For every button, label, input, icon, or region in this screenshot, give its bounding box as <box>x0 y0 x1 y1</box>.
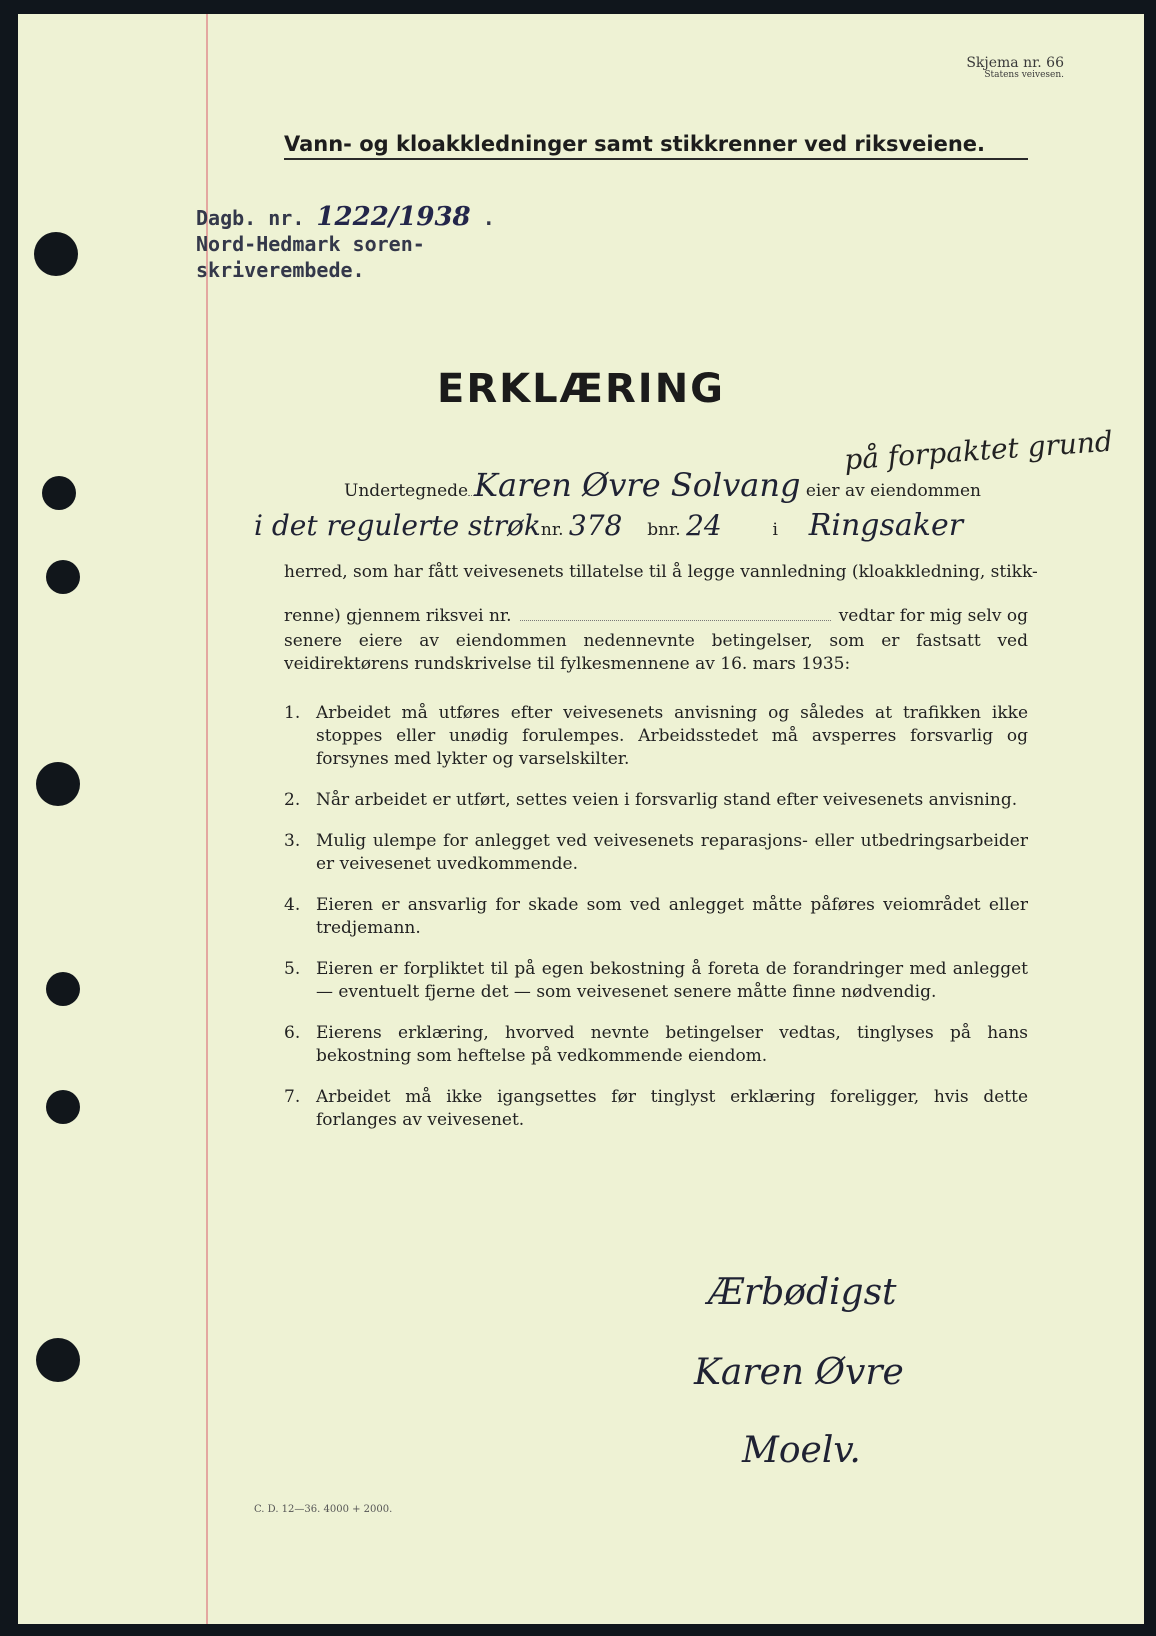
condition-text: Eieren er ansvarlig for skade som ved anlegget måtte påføres veiområdet eller tredjemann. <box>316 895 1028 938</box>
gnr-value: 378 <box>568 509 623 542</box>
insert-note: på forpaktet grund <box>843 424 1114 477</box>
condition-number: 4. <box>284 895 301 915</box>
undersigned-line <box>344 466 981 504</box>
punch-hole <box>36 1338 80 1382</box>
form-issuer: Statens veivesen. <box>984 70 1064 81</box>
dagb-number: 1222/1938 <box>316 202 471 232</box>
bnr-value: 24 <box>686 509 722 542</box>
punch-hole <box>34 232 78 276</box>
in-label: i <box>772 520 778 540</box>
condition-text: Eierens erklæring, hvorved nevnte betingelser vedtas, tinglyses på hans bekostning som heftelse på vedkommende eiendom. <box>316 1023 1028 1066</box>
condition-item <box>284 1022 1028 1068</box>
undersigned-name: Karen Øvre Solvang <box>474 466 801 504</box>
agree-label: vedtar for mig selv og <box>838 606 1028 626</box>
condition-text: Eieren er forpliktet til på egen bekostning å foreta de forandringer med anlegget — eventuelt fjerne det — som veivesenet senere måtte finne nødvendig. <box>316 959 1028 1002</box>
punch-hole <box>46 560 80 594</box>
condition-number: 2. <box>284 790 301 810</box>
form-number-label: Skjema nr. 66 <box>966 55 1064 71</box>
signature-closing: Ærbødigst <box>708 1272 897 1313</box>
road-label: renne) gjennem riksvei nr. <box>284 606 512 626</box>
condition-item <box>284 789 1028 812</box>
punch-hole <box>46 972 80 1006</box>
dagb-label: Dagb. nr. <box>196 206 305 230</box>
punch-hole <box>46 1090 80 1124</box>
declaration-paragraph: senere eiere av eiendommen nedennevnte betingelser, som er fastsatt ved veidirektørens rundskrivelse til fylkesmennene av 16. mars 1935: <box>284 631 1028 674</box>
owner-label: eier av eiendommen <box>805 481 981 501</box>
condition-item <box>284 1086 1028 1132</box>
document-title: ERKLÆRING <box>437 366 725 412</box>
condition-text: Arbeidet må ikke igangsettes før tinglyst erklæring foreligger, hvis dette forlanges av veivesenet. <box>316 1087 1028 1130</box>
document-page <box>18 14 1144 1624</box>
municipality: Ringsaker <box>808 508 964 543</box>
condition-text: Mulig ulempe for anlegget ved veivesenets reparasjons- eller utbedringsarbeider er veivesenet uvedkommende. <box>316 831 1028 874</box>
declaration-line-4 <box>284 606 1028 626</box>
location-prefix: i det regulerte strøk <box>254 509 541 542</box>
property-line <box>254 508 963 543</box>
page-heading: Vann- og kloakkledninger samt stikkrenner ved riksveiene. <box>284 132 1028 160</box>
condition-item <box>284 894 1028 940</box>
condition-number: 7. <box>284 1087 301 1107</box>
condition-text: Arbeidet må utføres efter veivesenets anvisning og således at trafikken ikke stoppes eller unødig forulempes. Arbeidsstedet må avsperres forsvarlig og forsynes med lykter og varselskilter. <box>316 703 1028 769</box>
undersigned-label: Undertegnede <box>344 481 469 501</box>
road-number-field <box>520 606 831 621</box>
declaration-line-3: herred, som har fått veivesenets tillatelse til å legge vannledning (kloakkledning, stikk- <box>284 562 1038 582</box>
office-line-1: Nord-Hedmark soren- <box>196 232 425 256</box>
signature-name: Karen Øvre <box>694 1352 904 1393</box>
condition-text: Når arbeidet er utført, settes veien i forsvarlig stand efter veivesenets anvisning. <box>316 790 1018 810</box>
condition-number: 6. <box>284 1023 301 1043</box>
conditions-list <box>284 702 1028 1150</box>
condition-item <box>284 958 1028 1004</box>
punch-hole <box>36 762 80 806</box>
punch-hole <box>42 476 76 510</box>
print-code: C. D. 12—36. 4000 + 2000. <box>254 1504 393 1515</box>
condition-item <box>284 830 1028 876</box>
signature-place: Moelv. <box>742 1430 861 1471</box>
condition-item <box>284 702 1028 771</box>
office-line-2: skriverembede. <box>196 258 365 282</box>
condition-number: 1. <box>284 703 301 723</box>
condition-number: 5. <box>284 959 301 979</box>
bnr-label: bnr. <box>647 520 681 540</box>
form-number <box>966 56 1064 81</box>
registry-stamp: Dagb. nr. 1222/1938 . Nord-Hedmark soren- skriverembede. <box>196 202 495 282</box>
condition-number: 3. <box>284 831 301 851</box>
gnr-label: nr. <box>540 520 564 540</box>
